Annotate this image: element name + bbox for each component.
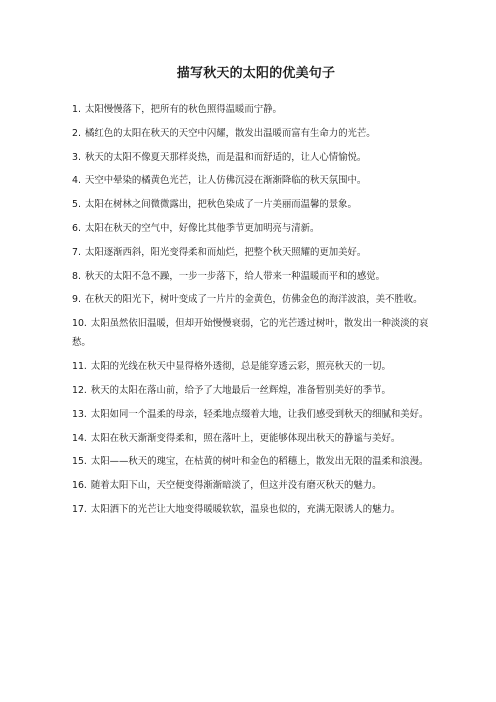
sentence-number: 1. bbox=[72, 104, 81, 115]
sentence-number: 4. bbox=[72, 175, 81, 187]
sentence-text: 太阳的光线在秋天中显得格外透彻，总是能穿透云彩，照亮秋天的一切。 bbox=[90, 361, 391, 373]
sentence-text: 太阳逐渐西斜，阳光变得柔和而灿烂，把整个秋天照耀的更加美好。 bbox=[84, 246, 367, 258]
sentence-item bbox=[72, 219, 440, 238]
sentence-item bbox=[72, 124, 440, 143]
sentence-number: 6. bbox=[72, 222, 81, 234]
sentence-number: 12. bbox=[72, 384, 87, 396]
sentence-text: 天空中晕染的橘黄色光芒，让人仿佛沉浸在渐渐降临的秋天氛围中。 bbox=[84, 175, 367, 187]
sentence-text: 太阳在秋天的空气中，好像比其他季节更加明亮与清新。 bbox=[84, 222, 320, 234]
sentence-text: 太阳在树林之间微微露出，把秋色染成了一片美丽而温馨的景象。 bbox=[84, 199, 357, 211]
sentence-number: 16. bbox=[72, 480, 87, 492]
sentence-number: 2. bbox=[72, 127, 81, 139]
sentence-item bbox=[72, 381, 440, 400]
sentence-item bbox=[72, 314, 440, 352]
sentence-item bbox=[72, 195, 440, 214]
sentence-item bbox=[72, 476, 440, 495]
sentence-number: 8. bbox=[72, 270, 81, 282]
sentence-number: 17. bbox=[72, 503, 87, 515]
sentence-item bbox=[72, 100, 440, 119]
sentence-text: 秋天的太阳不像夏天那样炎热，而是温和而舒适的，让人心情愉悦。 bbox=[84, 151, 367, 163]
sentence-text: 太阳——秋天的瑰宝，在枯黄的树叶和金色的稻穗上，散发出无限的温柔和浪漫。 bbox=[90, 456, 429, 468]
sentence-item bbox=[72, 148, 440, 167]
sentence-number: 9. bbox=[72, 294, 81, 306]
sentence-text: 太阳虽然依旧温暖，但却开始慢慢衰弱，它的光芒透过树叶，散发出一种淡淡的哀愁。 bbox=[72, 318, 429, 349]
sentence-item bbox=[72, 429, 440, 448]
sentence-number: 11. bbox=[72, 361, 87, 373]
sentence-number: 13. bbox=[72, 408, 87, 420]
sentence-list bbox=[72, 100, 440, 519]
sentence-text: 太阳慢慢落下，把所有的秋色照得温暖而宁静。 bbox=[84, 104, 282, 115]
sentence-text: 秋天的太阳不急不躁，一步一步落下，给人带来一种温暖而平和的感觉。 bbox=[84, 270, 385, 282]
sentence-item bbox=[72, 405, 440, 424]
sentence-number: 7. bbox=[72, 246, 81, 258]
sentence-number: 10. bbox=[72, 318, 87, 330]
sentence-item bbox=[72, 452, 440, 471]
sentence-item bbox=[72, 243, 440, 262]
sentence-text: 在秋天的阳光下，树叶变成了一片片的金黄色，仿佛金色的海洋波浪，美不胜收。 bbox=[84, 294, 423, 306]
sentence-text: 橘红色的太阳在秋天的天空中闪耀，散发出温暖而富有生命力的光芒。 bbox=[84, 127, 376, 139]
sentence-number: 15. bbox=[72, 456, 87, 468]
document-title: 描写秋天的太阳的优美句子 bbox=[176, 66, 336, 81]
sentence-text: 随着太阳下山，天空便变得渐渐暗淡了，但这并没有磨灭秋天的魅力。 bbox=[90, 480, 382, 492]
sentence-text: 太阳如同一个温柔的母亲，轻柔地点缀着大地，让我们感受到秋天的细腻和美好。 bbox=[90, 408, 429, 420]
sentence-number: 3. bbox=[72, 151, 81, 163]
sentence-text: 秋天的太阳在落山前，给予了大地最后一丝辉煌，准备暂别美好的季节。 bbox=[90, 384, 391, 396]
sentence-item bbox=[72, 357, 440, 376]
sentence-item bbox=[72, 500, 440, 519]
sentence-number: 5. bbox=[72, 199, 81, 211]
sentence-text: 太阳洒下的光芒让大地变得暖暖软软，温泉也似的，充满无限诱人的魅力。 bbox=[90, 503, 401, 515]
sentence-item bbox=[72, 290, 440, 309]
sentence-number: 14. bbox=[72, 432, 87, 444]
sentence-item bbox=[72, 267, 440, 286]
sentence-text: 太阳在秋天渐渐变得柔和，照在落叶上，更能够体现出秋天的静谧与美好。 bbox=[90, 432, 401, 444]
sentence-item bbox=[72, 171, 440, 190]
